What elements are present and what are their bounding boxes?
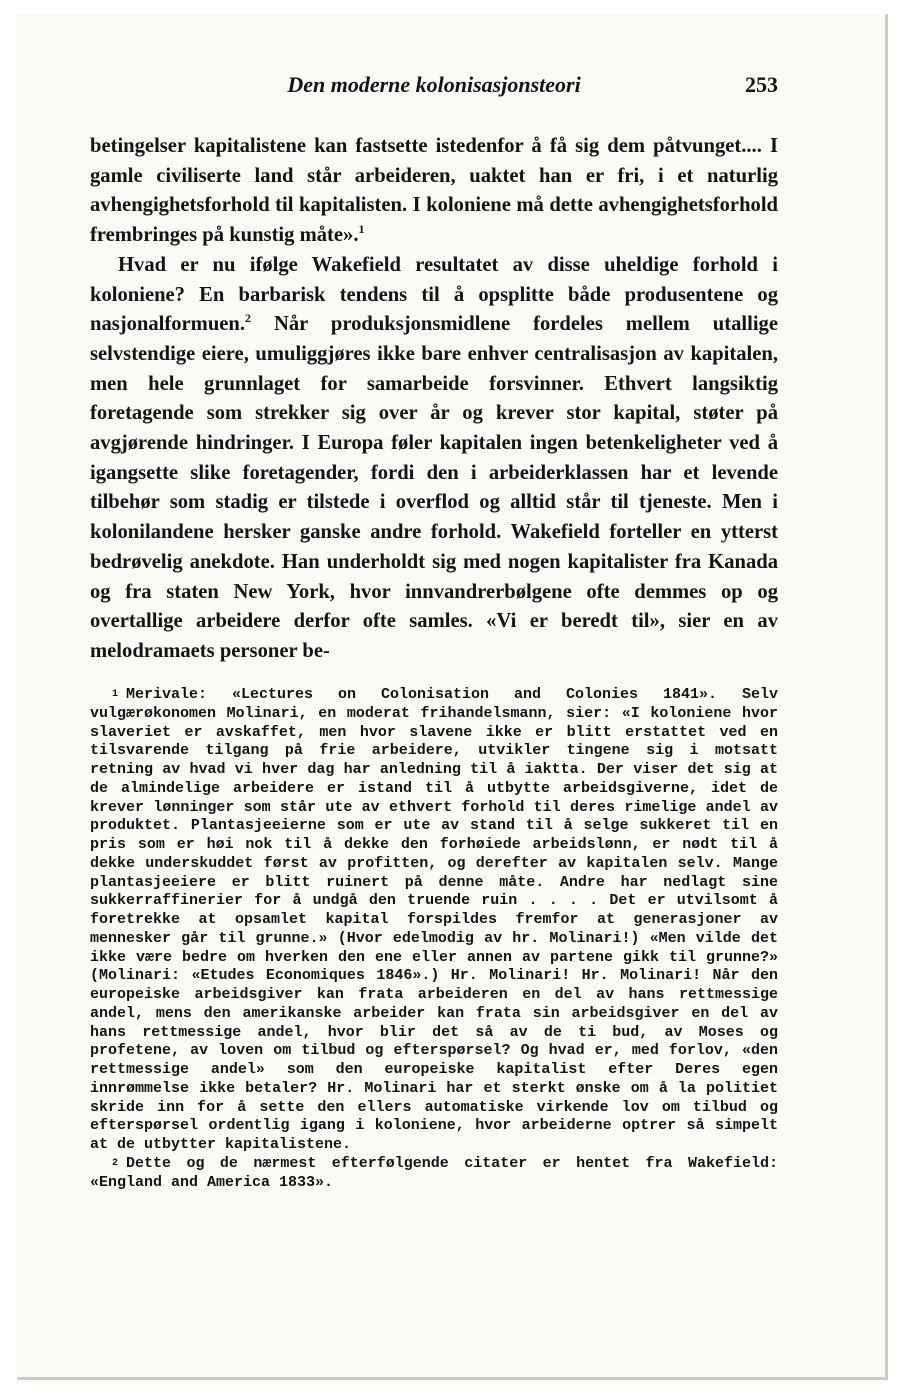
paragraph-text: Når produksjonsmidlene fordeles mellem utallige selvstendige eiere, umuliggjøres ikke bare enhver centralisasjon av kapitalen, men hele grunnlaget for samarbeide forsvinner. Ethvert langsiktig foretagende som strekker sig over år og krever stor kapital, støter på avgjørende hindringer. I Europa føler kapitalen ingen betenkeligheter ved å igangsette slike foretagender, fordi den i arbeiderklassen har et levende tilbehør som stadig er tilstede i overflod og alltid står til tjeneste. Men i kolonilandene hersker ganske andre forhold. Wakefield forteller en ytterst bedrøvelig anekdote. Han underholdt sig med nogen kapitalister fra Kanada og fra staten New York, hvor innvandrerbølgene ofte demmes op og overtallige arbeidere derfor ofte samles. «Vi er beredt til», sier en av melodramaets personer be-	[90, 313, 778, 662]
footnote-text: Merivale: «Lectures on Colonisation and Colonies 1841». Selv vulgærøkonomen Molinari, en moderat frihandelsmann, sier: «I koloniene hvor slaveriet er avskaffet, men hvor slavene ikke er blitt erstattet ved en tilsvarende tilgang på frie arbeidere, utvikler tingene sig i motsatt retning av hvad vi hver dag har anledning til å iaktta. Der viser det sig at de almindelige arbeidere er istand til å utbytte arbeidsgiverne, idet de krever lønninger som står ute av ethvert forhold til deres rimelige andel av produktet. Plantasjeeierne som er ute av stand til å selge sukkeret til en pris som er høi nok til å dekke den forhøiede arbeidslønn, er nødt til å dekke underskuddet først av profitten, og derefter av kapitalen selv. Mange plantasjeeiere er blitt ruinert på denne måte. Andre har nedlagt sine sukkerraffinerier for å undgå den truende ruin . . . . Det er utvilsomt å foretrekke at opsamlet kapital forspildes fremfor at generasjoner av mennesker går til grunne.» (Hvor edelmodig av hr. Molinari!) «Men vilde det ikke være bedre om hverken den ene eller annen av partene gikk til grunne?» (Molinari: «Etudes Economiques 1846».) Hr. Molinari! Hr. Molinari! Når den europeiske arbeidsgiver kan frata arbeideren en del av hans rettmessige andel, mens den amerikanske arbeider kan frata sin arbeidsgiver en del av hans rettmessige andel, hvor blir det så av de ti bud, av Moses og profetene, av loven om tilbud og efterspørsel? Og hvad er, med forlov, «den rettmessige andel» som den europeiske kapitalist efter Deres egen innrømmelse ikke betaler? Hr. Molinari har et sterkt ønske om å la politiet skride inn for å sette den ellers automatiske virkende lov om tilbud og efterspørsel ordentlig igang i koloniene, hvor arbeiderne optrer så simpelt at de utbytter kapitalistene.	[90, 686, 778, 1153]
footnote-mark: 2	[112, 1157, 119, 1169]
footnote	[90, 686, 778, 1155]
page-number: 253	[745, 72, 778, 97]
footnote-reference: 1	[358, 222, 365, 237]
footnote-mark: 1	[112, 689, 119, 700]
footnote-text: Dette og de nærmest efterfølgende citater er hentet fra Wakefield: «England and America 1833».	[90, 1154, 778, 1191]
paragraph-text: Hvad er nu ifølge Wakefield resultatet av disse uheldige forhold i koloniene? En barbarisk tendens til å opsplitte både produsentene og nasjonalformuen.	[90, 253, 778, 336]
running-title: Den moderne kolonisasjonsteori	[287, 72, 581, 97]
paragraph-text: betingelser kapitalistene kan fastsette istedenfor å få sig dem påtvunget.... I gamle civiliserte land står arbeideren, uaktet han er fri, i et naturlig avhengighetsforhold til kapitalisten. I koloniene må dette avhengighetsforhold frembringes på kunstig måte».	[90, 135, 778, 247]
page-header	[90, 68, 778, 104]
paragraph	[90, 132, 778, 251]
footnote	[90, 1155, 778, 1193]
footnotes	[90, 686, 778, 1192]
main-text	[90, 132, 778, 667]
paragraph	[90, 251, 778, 667]
footnote-reference: 2	[245, 311, 252, 326]
